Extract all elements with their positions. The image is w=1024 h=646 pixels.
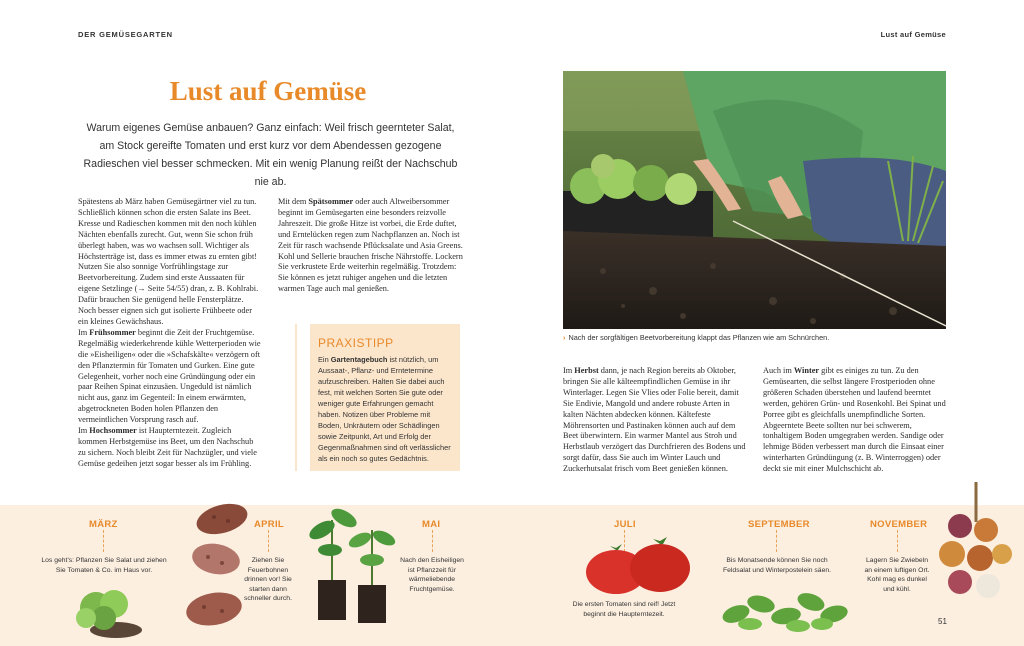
timeline-connector (776, 530, 777, 552)
paragraph: Im Herbst dann, je nach Region bereits ab Oktober, bringen Sie alle kälteempfindlichen Gemüse in ihr Winterlager. Legen Sie Vlies oder Folie bereit, damit Sie Endivie, Mangold und andere robuste Arten in kalten Nächten abdecken können. Kältefeste Möhrensorten und Pastinaken können auch auf dem Beet überwintern. Ein warmer Mantel aus Stroh und Herbstlaub verzögert das Durchfrieren des Bodens und sorgt dafür, dass Sie auch im Winter Lauch und Zuckerhutsalat frisch vom Beet genießen können. (563, 366, 746, 474)
month-label-juli: JULI (614, 519, 636, 530)
month-text-juli: Die ersten Tomaten sind reif! Jetzt beginnt die Haupterntezeit. (572, 601, 676, 618)
month-text-mai: Nach den Eisheiligen ist Pflanzzeit für wärmeliebende Fruchtgemüse. (400, 557, 464, 593)
month-text-september: Bis Monatsende können Sie noch Feldsalat und Winterpostelein säen. (722, 557, 832, 574)
timeline-connector (897, 530, 898, 552)
paragraph: Im Frühsommer beginnt die Zeit der Fruchtgemüse. Regelmäßig wiederkehrende kühle Wetterperioden wie die »Eisheiligen« oder die »Schafskälte« verzögern oft den Pflanztermin für Tomaten und Gurken. Eine gute Gelegenheit, vorher noch eine Gründüngung oder ein paar Reihen Spinat einzusäen. Ungeduld ist nämlich nicht aus, ganz im Gegenteil: In einem erwärmten, abgetrockneten Boden holen Pflanzen den vermeintlichen Vorsprung rasch auf. (78, 327, 261, 425)
body-column-1 (78, 197, 262, 470)
paragraph: Mit dem Spätsommer oder auch Altweibersommer beginnt im Gemüsegarten eine besonders reizvolle Jahreszeit. Die große Hitze ist vorbei, die Erde duftet, und Erntelücken regen zum Nachpflanzen an. Noch ist Zeit für rasch wachsende Pflücksalate und Asia Greens. Kohl und Sellerie brauchen frische Nährstoffe. Lockern Sie verkrustete Erde weiterhin regelmäßig. Trotzdem: Sie können es jetzt ruhiger angehen und die letzten warmen Tage auch mal genießen. (278, 197, 463, 294)
page-number: 51 (938, 617, 947, 626)
tip-divider (295, 324, 310, 471)
planting-photo-illustration (563, 71, 946, 329)
month-label-mai: MAI (422, 519, 441, 530)
running-head-left: DER GEMÜSEGARTEN (78, 30, 173, 39)
body-column-4 (763, 366, 947, 475)
month-text-maerz: Los geht's: Pflanzen Sie Salat und ziehen Sie Tomaten & Co. im Haus vor. (41, 557, 167, 574)
paragraph: Spätestens ab März haben Gemüsegärtner viel zu tun. Schließlich können schon die ersten Salate ins Beet. Kresse und Radieschen kommen mit den noch kühlen Nächten ebenfalls zurecht. Gut, wenn Sie schon früh überlegt haben, was wo wachsen soll. Wichtiger als Höchsterträge ist, dass es immer etwas zu ernten gibt! Nutzen Sie also sonnige Vorfrühlingstage zur Beetvorbereitung. Zudem sind erste Aussaaten für eigene Setzlinge (→ Seite 54/55) dran, z. B. Kohlrabi. Dafür brauchen Sie genügend helle Fensterplätze. Noch besser eignen sich gut isolierte Frühbeete oder ein kleines Gewächshaus. (78, 197, 259, 326)
body-column-3 (563, 366, 747, 475)
body-column-2 (278, 197, 464, 295)
timeline-connector (103, 530, 104, 552)
lambs-lettuce-image (716, 574, 856, 638)
caption-arrow-icon: › (563, 333, 566, 342)
vegetable-seedlings-image (300, 490, 400, 640)
month-label-maerz: MÄRZ (89, 519, 118, 530)
month-label-april: APRIL (254, 519, 284, 530)
planting-photo (563, 71, 946, 329)
paragraph: Auch im Winter gibt es einiges zu tun. Zu den Gemüsearten, die selbst längere Frostperioden ohne größeren Schaden überstehen und laufend beerntet werden, gehören Grün- und Rosenkohl. Bei Spinat und Porree gibt es gleichfalls unempfindliche Sorten. Abgeerntete Beete sollten nur bei schwerem, tonhaltigem Boden umgegraben werden. Sandige oder lehmige Böden verbessert man durch die Einsaat einer winterharten Gründüngung (z. B. Winterroggen) oder deckt sie mit einer Mulchschicht ab. (763, 366, 946, 474)
timeline-connector (268, 530, 269, 552)
month-label-november: NOVEMBER (870, 519, 928, 530)
tomatoes-image (582, 534, 694, 598)
lettuce-seedling-image (66, 578, 146, 638)
month-text-november: Lagern Sie Zwiebeln an einem luftigen Ort. Kohl mag es dunkel und kühl. (864, 557, 930, 593)
practice-tip-text: Ein Gartentagebuch ist nützlich, um Aussaat-, Pflanz- und Erntetermine aufzuschreiben. Halten Sie dabei auch fest, mit welchen Sorten Sie gute oder weniger gute Erfahrungen gemacht haben. Notizen über Probleme mit Boden, Unkräutern oder Schädlingen sowie Zeitpunkt, Art und Erfolg der Gegenmaßnahmen sind oft verlässlicher als ein noch so gutes Gedächtnis. (318, 355, 451, 463)
photo-caption: › Nach der sorgfältigen Beetvorbereitung klappt das Pflanzen wie am Schnürchen. (563, 333, 830, 342)
intro-text: Warum eigenes Gemüse anbauen? Ganz einfach: Weil frisch geernteter Salat, am Stock gereifte Tomaten und erst kurz vor dem Abendessen gezogene Radieschen viel besser schmecken. Mit ein wenig Planung reißt der Nachschub nie ab. (83, 122, 458, 188)
onion-braid-image (930, 482, 1014, 606)
paragraph: Im Hochsommer ist Haupterntezeit. Zugleich kommen Herbstgemüse ins Beet, um den Nachschub zu sichern. Noch bleibt Zeit für Nachzügler, und viele Gemüse gedeihen jetzt sogar besser als im Frühling. (78, 426, 257, 468)
timeline-connector (432, 530, 433, 552)
page-title: Lust auf Gemüse (169, 76, 367, 106)
month-label-september: SEPTEMBER (748, 519, 810, 530)
practice-tip-title: PRAXISTIPP (318, 336, 394, 350)
running-head-right: Lust auf Gemüse (880, 30, 946, 39)
month-text-april: Ziehen Sie Feuerbohnen drinnen vor! Sie starten dann schneller durch. (244, 557, 292, 603)
